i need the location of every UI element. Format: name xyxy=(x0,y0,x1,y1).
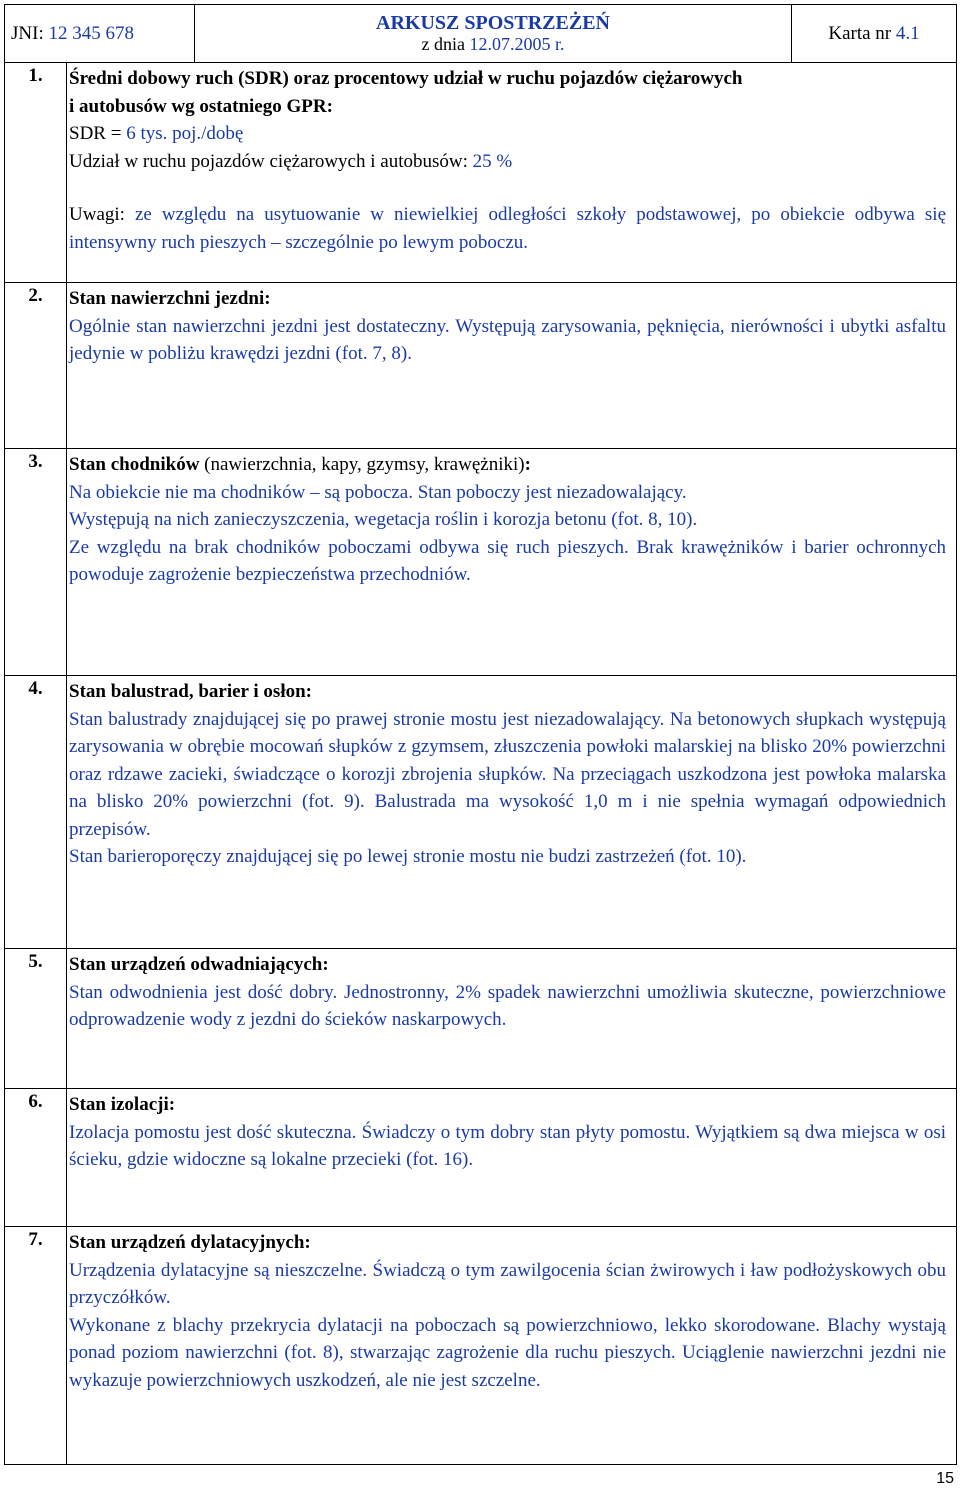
section-number: 6. xyxy=(5,1089,67,1227)
section-text: Stan balustrady znajdującej się po prawej stronie mostu jest niezadowalający. Na betonowych słupkach występują zarysowania w obrębie mocowań słupków z gzymsem, złuszczenia powłoki malarskiej na blisko 20% powierzchni oraz rdzawe zacieki, świadczące o korozji zbrojenia słupków. Na przeciągach uszkodzona jest powłoka malarska na blisko 20% powierzchni (fot. 9). Balustrada ma wysokość 1,0 m i nie spełnia wymagań odpowiednich przepisów. xyxy=(69,708,946,840)
section-title: Średni dobowy ruch (SDR) oraz procentowy udział w ruchu pojazdów ciężarowych xyxy=(69,68,743,89)
remarks-label: Uwagi: xyxy=(69,204,125,225)
section-body xyxy=(67,283,957,449)
remarks-text: ze względu na usytuowanie w niewielkiej odległości szkoły podstawowej, po obiekcie odbywa się intensywny ruch pieszych – szczególnie po lewym poboczu. xyxy=(69,204,946,253)
remarks xyxy=(69,201,946,256)
section-2 xyxy=(5,283,957,449)
section-title-colon: : xyxy=(524,454,531,475)
section-text: Stan barieroporęczy znajdującej się po lewej stronie mostu nie budzi zastrzeżeń (fot. 10). xyxy=(69,846,747,867)
section-text: Wykonane z blachy przekrycia dylatacji na poboczach są powierzchniowo, lekko skorodowane. Blachy wystają ponad poziom nawierzchni (fot. 8), stwarzając zagrożenie dla ruchu pieszych. Uciąglenie nawierzchni jezdni nie wykazuje powierzchniowych uszkodzeń, ale nie jest szczelne. xyxy=(69,1314,946,1391)
section-title: Stan urządzeń odwadniających: xyxy=(69,954,329,975)
section-title: Stan urządzeń dylatacyjnych: xyxy=(69,1232,311,1253)
section-number: 4. xyxy=(5,676,67,949)
section-body xyxy=(67,949,957,1089)
section-body xyxy=(67,63,957,283)
section-number: 7. xyxy=(5,1227,67,1465)
share-line xyxy=(69,148,946,176)
section-title: Stan nawierzchni jezdni: xyxy=(69,288,271,309)
section-number: 2. xyxy=(5,283,67,449)
title-cell xyxy=(195,5,792,63)
inspection-sheet xyxy=(4,4,957,63)
section-1 xyxy=(5,63,957,283)
card-cell xyxy=(792,5,957,63)
section-text: Stan odwodnienia jest dość dobry. Jednostronny, 2% spadek nawierzchni umożliwia skuteczne, powierzchniowe odprowadzenie wody z jezdni do ścieków naskarpowych. xyxy=(69,981,946,1030)
section-text: Ogólnie stan nawierzchni jezdni jest dostateczny. Występują zarysowania, pęknięcia, nierówności i ubytki asfaltu jedynie w pobliżu krawędzi jezdni (fot. 7, 8). xyxy=(69,315,946,364)
sdr-label: SDR = xyxy=(69,123,122,144)
section-body xyxy=(67,676,957,949)
section-text: Występują na nich zanieczyszczenia, wegetacja roślin i korozja betonu (fot. 8, 10). xyxy=(69,509,698,530)
section-title-extra: (nawierzchnia, kapy, gzymsy, krawężniki) xyxy=(204,454,525,475)
section-text: Urządzenia dylatacyjne są nieszczelne. Świadczą o tym zawilgocenia ścian żwirowych i ław podłożyskowych obu przyczółków. xyxy=(69,1259,946,1308)
section-text: Izolacja pomostu jest dość skuteczna. Świadczy o tym dobry stan płyty pomostu. Wyjątkiem są dwa miejsca w osi ścieku, gdzie widoczne są lokalne przecieki (fot. 16). xyxy=(69,1121,946,1170)
jni-value: 12 345 678 xyxy=(48,22,134,44)
section-7 xyxy=(5,1227,957,1465)
section-body xyxy=(67,1227,957,1465)
sheet-title: ARKUSZ SPOSTRZEŻEŃ xyxy=(376,11,610,34)
section-number: 5. xyxy=(5,949,67,1089)
section-title-main: Stan chodników xyxy=(69,454,200,475)
date-value: 12.07.2005 r. xyxy=(469,33,565,54)
section-title-cont: i autobusów wg ostatniego GPR: xyxy=(69,95,333,117)
share-value: 25 % xyxy=(472,150,513,172)
jni-cell xyxy=(5,5,195,63)
section-title: Stan balustrad, barier i osłon: xyxy=(69,681,312,702)
section-title xyxy=(69,451,946,479)
sections-table xyxy=(4,62,957,1465)
section-3 xyxy=(5,449,957,676)
page-number: 15 xyxy=(936,1470,954,1487)
section-body xyxy=(67,1089,957,1227)
section-6 xyxy=(5,1089,957,1227)
date-label: z dnia xyxy=(421,33,465,54)
section-5 xyxy=(5,949,957,1089)
sheet-date xyxy=(195,34,791,55)
section-title: Stan izolacji: xyxy=(69,1094,176,1115)
section-4 xyxy=(5,676,957,949)
section-number: 1. xyxy=(5,63,67,283)
share-label: Udział w ruchu pojazdów ciężarowych i autobusów: xyxy=(69,150,468,172)
section-text: Ze względu na brak chodników poboczami odbywa się ruch pieszych. Brak krawężników i barier ochronnych powoduje zagrożenie bezpieczeństwa przechodniów. xyxy=(69,536,946,585)
sdr-value: 6 tys. poj./dobę xyxy=(126,123,244,144)
card-value: 4.1 xyxy=(895,22,920,44)
jni-label: JNI: xyxy=(11,22,44,44)
sheet-header xyxy=(5,5,957,63)
section-body xyxy=(67,449,957,676)
sdr-line xyxy=(69,120,946,148)
section-text: Na obiekcie nie ma chodników – są pobocza. Stan poboczy jest niezadowalający. xyxy=(69,481,687,503)
section-number: 3. xyxy=(5,449,67,676)
card-label: Karta nr xyxy=(828,22,892,44)
